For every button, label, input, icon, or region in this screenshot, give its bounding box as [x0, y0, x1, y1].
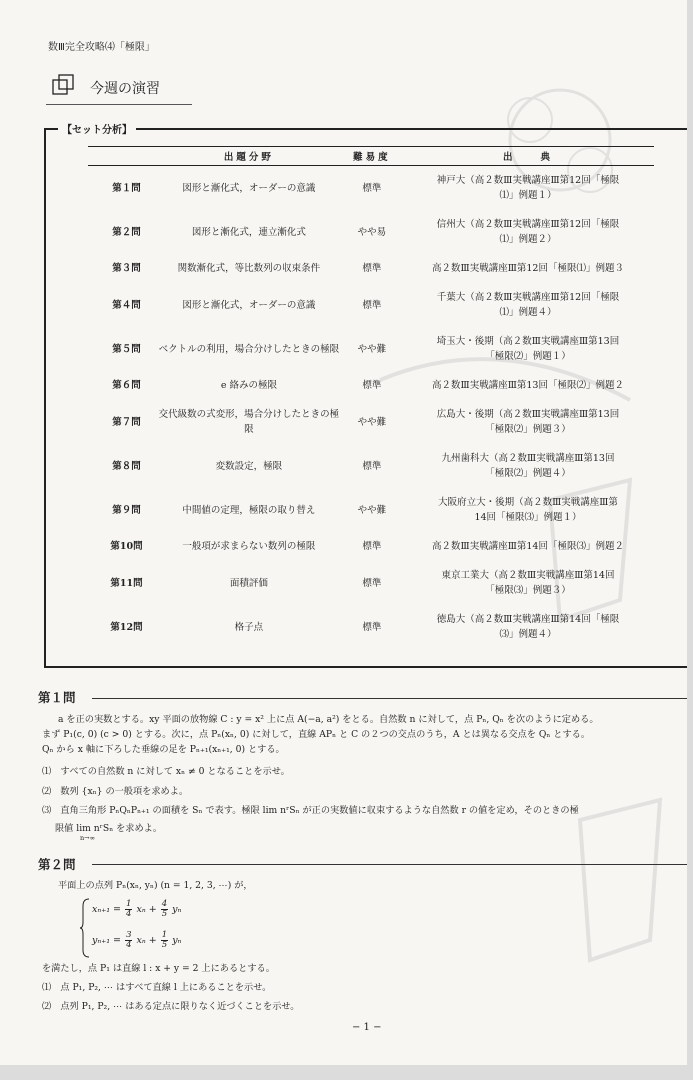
table-row: [88, 605, 654, 649]
problem-number: 第６問: [112, 380, 141, 391]
source-line-1: 千葉大（高２数Ⅲ実戦講座Ⅲ第12回「極限: [436, 292, 620, 303]
problem-source: [402, 561, 654, 605]
source-line-1: 徳島大（高２数Ⅲ実戦講座Ⅲ第14回「極限: [436, 614, 620, 625]
problem-number: 第12問: [110, 621, 143, 633]
source-line-1: 信州大（高２数Ⅲ実戦講座Ⅲ第12回「極限: [436, 219, 620, 230]
eq2-coef1-num: 3: [126, 930, 132, 940]
problem-source: [402, 400, 654, 444]
problem-field: 面積評価: [229, 577, 268, 589]
source-line-2: ⑴」例題４）: [499, 307, 557, 318]
problem-field: 図形と漸化式，オーダーの意識: [182, 299, 316, 311]
problem-number: 第９問: [112, 504, 141, 516]
problem-difficulty: やや難: [357, 416, 387, 428]
set-analysis-label: 【セット分析】: [58, 121, 136, 136]
eq1-coef1: [125, 900, 132, 919]
problem-field: 図形と漸化式，連立漸化式: [191, 226, 306, 238]
problem2-item-2: ⑵ 点列 P₁, P₂, ⋯ はある定点に限りなく近づくことを示せ。: [42, 1001, 300, 1012]
eq1-term2: yₙ: [172, 904, 182, 915]
source-line-1: 神戸大（高２数Ⅲ実戦講座Ⅲ第12回「極限: [436, 175, 620, 186]
problem-difficulty: 標準: [362, 263, 382, 274]
problem-difficulty: 標準: [362, 541, 382, 552]
problem-difficulty: 標準: [362, 621, 382, 633]
eq1-lhs: xₙ₊₁ =: [92, 904, 122, 915]
problem-source: [402, 444, 654, 488]
set-analysis-table: [88, 146, 654, 649]
source-line-2: ⑴」例題１）: [499, 190, 557, 201]
problem-source: 高２数Ⅲ実戦講座Ⅲ第14回「極限⑶」例題２: [432, 541, 624, 552]
table-row: [88, 210, 654, 254]
source-line-1: 埼玉大・後期（高２数Ⅲ実戦講座Ⅲ第13回: [436, 336, 620, 347]
problem-field: 一般項が求まらない数列の極限: [182, 541, 316, 552]
problem-difficulty: やや易: [357, 226, 387, 238]
problem-difficulty: やや難: [357, 343, 387, 355]
problem-number: 第10問: [110, 541, 143, 552]
source-line-2: ⑴」例題２）: [499, 234, 557, 245]
problem-difficulty: 標準: [362, 380, 382, 391]
problem-field: 交代級数の式変形，場合分けしたときの極限: [158, 409, 340, 435]
table-row: [88, 561, 654, 605]
source-line-2: 14回「極限⑶」例題１）: [474, 512, 582, 523]
problem1-line-3: Qₙ から x 軸に下ろした垂線の足を Pₙ₊₁(xₙ₊₁, 0) とする。: [42, 744, 285, 755]
problem1-item-2: ⑵ 数列 {xₙ} の一般項を求めよ。: [42, 786, 189, 797]
problem-difficulty: 標準: [362, 182, 382, 194]
problem-field: ベクトルの利用，場合分けしたときの極限: [158, 343, 340, 355]
table-row: [88, 254, 654, 283]
problem-source: 高２数Ⅲ実戦講座Ⅲ第13回「極限⑵」例題２: [432, 380, 624, 391]
eq1-coef1-den: 4: [126, 909, 132, 919]
table-row: [88, 327, 654, 371]
eq1-coef2: [161, 900, 168, 919]
problem-source: [402, 283, 654, 327]
equation-2: [92, 931, 181, 950]
eq2-coef1: [125, 931, 132, 950]
problem1-item-3-cont: 限値 lim nʳSₙ を求めよ。: [55, 823, 163, 834]
source-line-2: 「極限⑵」例題１）: [485, 351, 571, 362]
problem-field: 図形と漸化式，オーダーの意識: [182, 182, 316, 194]
eq2-lhs: yₙ₊₁ =: [92, 935, 122, 946]
column-header-number: [88, 147, 156, 166]
left-brace: [80, 898, 90, 958]
page-number: − 1 −: [352, 1022, 382, 1033]
problem2-rule: [92, 864, 687, 865]
eq2-coef2-den: 5: [161, 940, 168, 950]
problem1-rule: [92, 698, 687, 699]
problem-field: e 絡みの極限: [220, 380, 277, 391]
eq2-coef2-num: 1: [161, 930, 168, 940]
eq2-term1: xₙ +: [136, 935, 157, 946]
problem-number: 第８問: [112, 460, 141, 472]
problem2-condition: を満たし，点 P₁ は直線 l : x + y = 2 上にあるとする。: [42, 963, 275, 974]
problem1-item-3: ⑶ 直角三角形 PₙQₙPₙ₊₁ の面積を Sₙ で表す。極限 lim nʳSₙ が正の実数値に収束するような自然数 r の値を定め，そのときの極: [42, 805, 579, 816]
problem-number: 第４問: [112, 299, 141, 311]
table-row: [88, 444, 654, 488]
limit-subscript: n→∞: [80, 834, 96, 842]
problem2-item-1: ⑴ 点 P₁, P₂, ⋯ はすべて直線 l 上にあることを示せ。: [42, 982, 272, 993]
problem-field: 格子点: [234, 621, 264, 633]
problem1-line-1: a を正の実数とする。xy 平面の放物線 C : y = x² 上に点 A(−a, a²) をとる。自然数 n に対して，点 Pₙ, Qₙ を次のように定める。: [58, 714, 599, 725]
section-title-underline: [46, 104, 192, 105]
source-line-2: 「極限⑵」例題３）: [485, 424, 571, 435]
problem-field: 関数漸化式，等比数列の収束条件: [177, 263, 321, 274]
problem-number: 第２問: [112, 226, 141, 238]
column-header-field: 出題分野: [156, 147, 342, 166]
source-line-1: 東京工業大（高２数Ⅲ実戦講座Ⅲ第14回: [441, 570, 615, 581]
problem-field: 中間値の定理，極限の取り替え: [182, 504, 316, 516]
column-header-source: 出 典: [402, 147, 654, 166]
table-row: [88, 532, 654, 561]
problem-number: 第５問: [112, 343, 141, 355]
eq1-coef1-num: 1: [126, 899, 132, 909]
source-line-2: 「極限⑵」例題４）: [485, 468, 571, 479]
problem-number: 第１問: [112, 182, 141, 194]
table-row: [88, 371, 654, 400]
problem-source: [402, 166, 654, 211]
eq2-term2: yₙ: [172, 935, 182, 946]
problem2-heading: 第２問: [38, 857, 76, 872]
problem-field: 変数設定，極限: [215, 460, 283, 472]
source-line-2: 「極限⑶」例題３）: [485, 585, 571, 596]
problem1-line-2: まず P₁(c, 0) (c > 0) とする。次に，点 Pₙ(xₙ, 0) に対して，直線 APₙ と C の２つの交点のうち，A とは異なる交点を Qₙ とする。: [42, 729, 591, 740]
problem1-item-1: ⑴ すべての自然数 n に対して xₙ ≠ 0 となることを示せ。: [42, 766, 290, 777]
problem-source: [402, 210, 654, 254]
source-line-1: 大阪府立大・後期（高２数Ⅲ実戦講座Ⅲ第: [438, 497, 618, 508]
document-header: 数Ⅲ完全攻略⑷「極限」: [48, 42, 155, 53]
problem-difficulty: 標準: [362, 460, 382, 472]
problem-difficulty: 標準: [362, 299, 382, 311]
section-title: 今週の演習: [90, 81, 160, 97]
table-row: [88, 166, 654, 211]
problem-difficulty: 標準: [362, 577, 382, 589]
problem-source: 高２数Ⅲ実戦講座Ⅲ第12回「極限⑴」例題３: [432, 263, 624, 274]
source-line-1: 広島大・後期（高２数Ⅲ実戦講座Ⅲ第13回: [436, 409, 620, 420]
eq2-coef1-den: 4: [126, 940, 132, 950]
table-row: [88, 283, 654, 327]
source-line-2: ⑶」例題４）: [499, 629, 557, 640]
table-header-row: [88, 147, 654, 166]
eq1-coef2-num: 4: [161, 899, 168, 909]
problem1-heading: 第１問: [38, 690, 76, 705]
problem-source: [402, 605, 654, 649]
column-header-difficulty: 難易度: [342, 147, 402, 166]
eq1-term1: xₙ +: [136, 904, 157, 915]
section-square-icon: [52, 74, 74, 96]
table-row: [88, 400, 654, 444]
eq2-coef2: [161, 931, 168, 950]
problem-number: 第７問: [112, 416, 141, 428]
problem-difficulty: やや難: [357, 504, 387, 516]
eq1-coef2-den: 5: [161, 909, 168, 919]
problem-number: 第３問: [112, 263, 141, 274]
table-row: [88, 488, 654, 532]
equation-1: [92, 900, 181, 919]
problem-source: [402, 488, 654, 532]
problem-number: 第11問: [110, 577, 143, 589]
source-line-1: 九州歯科大（高２数Ⅲ実戦講座Ⅲ第13回: [441, 453, 615, 464]
problem-source: [402, 327, 654, 371]
problem2-intro: 平面上の点列 Pₙ(xₙ, yₙ) (n = 1, 2, 3, ⋯) が，: [58, 880, 253, 891]
